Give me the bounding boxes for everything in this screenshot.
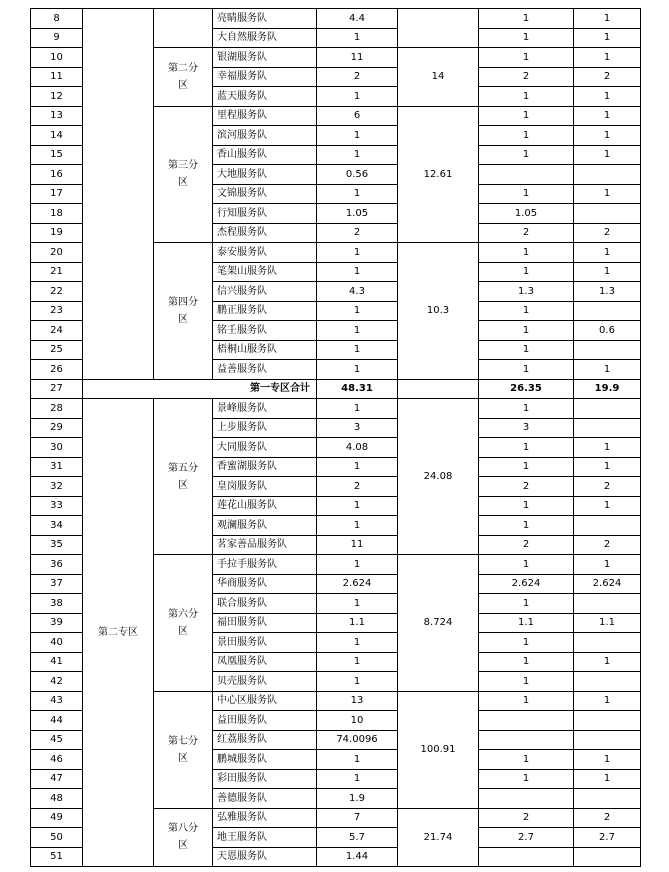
group-subtotal: 24.08 bbox=[398, 399, 479, 555]
col7-value: 1.05 bbox=[479, 204, 574, 224]
col7-value: 1 bbox=[479, 633, 574, 653]
col7-value: 1 bbox=[479, 126, 574, 146]
amount: 13 bbox=[317, 691, 398, 711]
amount: 1 bbox=[317, 750, 398, 770]
team-name: 大自然服务队 bbox=[213, 28, 317, 48]
amount: 1 bbox=[317, 652, 398, 672]
col8-value bbox=[574, 711, 641, 731]
row-number: 44 bbox=[31, 711, 83, 731]
group-subtotal: 100.91 bbox=[398, 691, 479, 808]
row-number: 47 bbox=[31, 769, 83, 789]
col8-value bbox=[574, 418, 641, 438]
team-name: 地王服务队 bbox=[213, 828, 317, 848]
col7-value: 1 bbox=[479, 399, 574, 419]
row-number: 41 bbox=[31, 652, 83, 672]
col7-value: 1 bbox=[479, 672, 574, 692]
amount: 1.05 bbox=[317, 204, 398, 224]
row-number: 37 bbox=[31, 574, 83, 594]
col8-value bbox=[574, 594, 641, 614]
group-label: 第五分区 bbox=[154, 399, 213, 555]
team-name: 大同服务队 bbox=[213, 438, 317, 458]
row-number: 23 bbox=[31, 301, 83, 321]
team-name: 景峰服务队 bbox=[213, 399, 317, 419]
col7-value: 1.3 bbox=[479, 282, 574, 302]
col8-value: 1 bbox=[574, 48, 641, 68]
col7-value: 1 bbox=[479, 438, 574, 458]
team-name: 福田服务队 bbox=[213, 613, 317, 633]
amount: 1.44 bbox=[317, 847, 398, 867]
col8-value bbox=[574, 340, 641, 360]
col8-value: 1.1 bbox=[574, 613, 641, 633]
col7-value: 1 bbox=[479, 28, 574, 48]
col8-value bbox=[574, 633, 641, 653]
col7-value: 1 bbox=[479, 769, 574, 789]
row-number: 12 bbox=[31, 87, 83, 107]
team-name: 大地服务队 bbox=[213, 165, 317, 185]
team-name: 上步服务队 bbox=[213, 418, 317, 438]
amount: 1 bbox=[317, 340, 398, 360]
col7-value: 1 bbox=[479, 340, 574, 360]
team-name: 华商服务队 bbox=[213, 574, 317, 594]
group-label: 第六分区 bbox=[154, 555, 213, 692]
row-number: 14 bbox=[31, 126, 83, 146]
amount: 1.9 bbox=[317, 789, 398, 809]
row-number: 36 bbox=[31, 555, 83, 575]
col8-value: 1 bbox=[574, 496, 641, 516]
col8-value: 1 bbox=[574, 9, 641, 29]
row-number: 28 bbox=[31, 399, 83, 419]
row-number: 31 bbox=[31, 457, 83, 477]
col8-value: 1 bbox=[574, 555, 641, 575]
col7-value: 1 bbox=[479, 496, 574, 516]
col7-value: 1 bbox=[479, 106, 574, 126]
team-name: 益田服务队 bbox=[213, 711, 317, 731]
col8-value: 2 bbox=[574, 67, 641, 87]
team-name: 手拉手服务队 bbox=[213, 555, 317, 575]
team-name: 鹏正服务队 bbox=[213, 301, 317, 321]
row-number: 16 bbox=[31, 165, 83, 185]
team-name: 亮睛服务队 bbox=[213, 9, 317, 29]
col7-value: 1 bbox=[479, 145, 574, 165]
col8-value bbox=[574, 847, 641, 867]
col8-value: 1 bbox=[574, 184, 641, 204]
col8-value: 1 bbox=[574, 438, 641, 458]
amount: 1 bbox=[317, 360, 398, 380]
amount: 1 bbox=[317, 126, 398, 146]
col8-value: 0.6 bbox=[574, 321, 641, 341]
amount: 2 bbox=[317, 223, 398, 243]
col8-value: 1 bbox=[574, 145, 641, 165]
row-number: 45 bbox=[31, 730, 83, 750]
row-number: 49 bbox=[31, 808, 83, 828]
team-name: 善德服务队 bbox=[213, 789, 317, 809]
col8-value: 2 bbox=[574, 535, 641, 555]
col7-value bbox=[479, 711, 574, 731]
amount: 1.1 bbox=[317, 613, 398, 633]
row-number: 50 bbox=[31, 828, 83, 848]
amount: 1 bbox=[317, 594, 398, 614]
row-number: 29 bbox=[31, 418, 83, 438]
amount: 11 bbox=[317, 535, 398, 555]
team-name: 观澜服务队 bbox=[213, 516, 317, 536]
amount: 1 bbox=[317, 321, 398, 341]
amount: 2 bbox=[317, 477, 398, 497]
col7-value: 1.1 bbox=[479, 613, 574, 633]
amount: 1 bbox=[317, 184, 398, 204]
zone-total-label: 第一专区合计 bbox=[83, 379, 317, 399]
col7-value: 1 bbox=[479, 594, 574, 614]
col8-value: 2.624 bbox=[574, 574, 641, 594]
amount: 4.3 bbox=[317, 282, 398, 302]
team-name: 铭壬服务队 bbox=[213, 321, 317, 341]
row-number: 34 bbox=[31, 516, 83, 536]
col8-value: 1 bbox=[574, 750, 641, 770]
col7-value: 1 bbox=[479, 48, 574, 68]
amount: 10 bbox=[317, 711, 398, 731]
col8-value bbox=[574, 301, 641, 321]
row-number: 9 bbox=[31, 28, 83, 48]
col8-value: 1 bbox=[574, 457, 641, 477]
col8-value bbox=[574, 789, 641, 809]
amount: 74.0096 bbox=[317, 730, 398, 750]
col8-value bbox=[574, 730, 641, 750]
group-subtotal bbox=[398, 9, 479, 48]
team-name: 笔架山服务队 bbox=[213, 262, 317, 282]
row-number: 38 bbox=[31, 594, 83, 614]
group-label: 第四分区 bbox=[154, 243, 213, 380]
col7-value bbox=[479, 789, 574, 809]
col8-value bbox=[574, 204, 641, 224]
col7-value: 2 bbox=[479, 808, 574, 828]
row-number: 48 bbox=[31, 789, 83, 809]
col8-value: 1 bbox=[574, 262, 641, 282]
table-row bbox=[31, 399, 641, 419]
col7-value: 1 bbox=[479, 516, 574, 536]
col8-value: 1 bbox=[574, 360, 641, 380]
col8-value: 2 bbox=[574, 808, 641, 828]
empty-cell bbox=[398, 379, 479, 399]
row-number: 18 bbox=[31, 204, 83, 224]
row-number: 27 bbox=[31, 379, 83, 399]
amount: 1 bbox=[317, 87, 398, 107]
team-name: 红荔服务队 bbox=[213, 730, 317, 750]
group-label: 第二分区 bbox=[154, 48, 213, 107]
team-name: 联合服务队 bbox=[213, 594, 317, 614]
donation-table bbox=[30, 8, 641, 867]
team-name: 皇岗服务队 bbox=[213, 477, 317, 497]
col8-value: 1 bbox=[574, 652, 641, 672]
team-name: 文锦服务队 bbox=[213, 184, 317, 204]
team-name: 里程服务队 bbox=[213, 106, 317, 126]
zone-total-col7: 26.35 bbox=[479, 379, 574, 399]
amount: 2.624 bbox=[317, 574, 398, 594]
amount: 2 bbox=[317, 67, 398, 87]
table-row bbox=[31, 9, 641, 29]
team-name: 天恩服务队 bbox=[213, 847, 317, 867]
col8-value: 2 bbox=[574, 477, 641, 497]
col7-value: 2.7 bbox=[479, 828, 574, 848]
col7-value: 1 bbox=[479, 750, 574, 770]
amount: 11 bbox=[317, 48, 398, 68]
zone-total-amount: 48.31 bbox=[317, 379, 398, 399]
col7-value: 3 bbox=[479, 418, 574, 438]
team-name: 幸福服务队 bbox=[213, 67, 317, 87]
row-number: 40 bbox=[31, 633, 83, 653]
col7-value: 2 bbox=[479, 223, 574, 243]
zone-total-col8: 19.9 bbox=[574, 379, 641, 399]
amount: 1 bbox=[317, 145, 398, 165]
col8-value bbox=[574, 165, 641, 185]
team-name: 杰程服务队 bbox=[213, 223, 317, 243]
col7-value bbox=[479, 730, 574, 750]
group-subtotal: 12.61 bbox=[398, 106, 479, 243]
team-name: 信兴服务队 bbox=[213, 282, 317, 302]
team-name: 行知服务队 bbox=[213, 204, 317, 224]
amount: 1 bbox=[317, 457, 398, 477]
row-number: 30 bbox=[31, 438, 83, 458]
row-number: 8 bbox=[31, 9, 83, 29]
amount: 1 bbox=[317, 769, 398, 789]
team-name: 莲花山服务队 bbox=[213, 496, 317, 516]
row-number: 24 bbox=[31, 321, 83, 341]
amount: 4.08 bbox=[317, 438, 398, 458]
row-number: 46 bbox=[31, 750, 83, 770]
col7-value: 2 bbox=[479, 67, 574, 87]
row-number: 21 bbox=[31, 262, 83, 282]
zone-cell bbox=[83, 9, 154, 380]
group-cell bbox=[154, 9, 213, 48]
amount: 4.4 bbox=[317, 9, 398, 29]
col7-value bbox=[479, 847, 574, 867]
row-number: 51 bbox=[31, 847, 83, 867]
amount: 1 bbox=[317, 399, 398, 419]
row-number: 35 bbox=[31, 535, 83, 555]
row-number: 33 bbox=[31, 496, 83, 516]
row-number: 43 bbox=[31, 691, 83, 711]
row-number: 32 bbox=[31, 477, 83, 497]
team-name: 弘雅服务队 bbox=[213, 808, 317, 828]
team-name: 蓝天服务队 bbox=[213, 87, 317, 107]
zone-total-row bbox=[31, 379, 641, 399]
col7-value: 1 bbox=[479, 555, 574, 575]
col7-value: 1 bbox=[479, 301, 574, 321]
group-subtotal: 21.74 bbox=[398, 808, 479, 867]
col8-value: 1 bbox=[574, 769, 641, 789]
amount: 1 bbox=[317, 633, 398, 653]
col7-value: 2 bbox=[479, 477, 574, 497]
row-number: 20 bbox=[31, 243, 83, 263]
team-name: 银湖服务队 bbox=[213, 48, 317, 68]
team-name: 滨河服务队 bbox=[213, 126, 317, 146]
amount: 6 bbox=[317, 106, 398, 126]
group-label: 第七分区 bbox=[154, 691, 213, 808]
col8-value: 1 bbox=[574, 691, 641, 711]
team-name: 梧桐山服务队 bbox=[213, 340, 317, 360]
amount: 1 bbox=[317, 672, 398, 692]
col8-value bbox=[574, 399, 641, 419]
team-name: 泰安服务队 bbox=[213, 243, 317, 263]
amount: 1 bbox=[317, 496, 398, 516]
group-subtotal: 14 bbox=[398, 48, 479, 107]
amount: 1 bbox=[317, 243, 398, 263]
row-number: 39 bbox=[31, 613, 83, 633]
col8-value: 1 bbox=[574, 106, 641, 126]
team-name: 益善服务队 bbox=[213, 360, 317, 380]
group-label: 第八分区 bbox=[154, 808, 213, 867]
col7-value: 1 bbox=[479, 243, 574, 263]
row-number: 26 bbox=[31, 360, 83, 380]
col7-value: 1 bbox=[479, 360, 574, 380]
col8-value: 2.7 bbox=[574, 828, 641, 848]
col7-value: 1 bbox=[479, 652, 574, 672]
group-subtotal: 10.3 bbox=[398, 243, 479, 380]
amount: 5.7 bbox=[317, 828, 398, 848]
amount: 1 bbox=[317, 28, 398, 48]
col8-value: 1.3 bbox=[574, 282, 641, 302]
team-name: 香蜜湖服务队 bbox=[213, 457, 317, 477]
col7-value: 1 bbox=[479, 691, 574, 711]
col7-value: 1 bbox=[479, 87, 574, 107]
group-subtotal: 8.724 bbox=[398, 555, 479, 692]
col7-value: 1 bbox=[479, 184, 574, 204]
row-number: 17 bbox=[31, 184, 83, 204]
team-name: 中心区服务队 bbox=[213, 691, 317, 711]
col7-value bbox=[479, 165, 574, 185]
col8-value: 1 bbox=[574, 28, 641, 48]
col7-value: 1 bbox=[479, 9, 574, 29]
amount: 7 bbox=[317, 808, 398, 828]
col8-value: 1 bbox=[574, 126, 641, 146]
row-number: 22 bbox=[31, 282, 83, 302]
col7-value: 2.624 bbox=[479, 574, 574, 594]
row-number: 19 bbox=[31, 223, 83, 243]
team-name: 香山服务队 bbox=[213, 145, 317, 165]
col8-value: 1 bbox=[574, 243, 641, 263]
col8-value bbox=[574, 516, 641, 536]
col7-value: 1 bbox=[479, 262, 574, 282]
row-number: 11 bbox=[31, 67, 83, 87]
amount: 1 bbox=[317, 555, 398, 575]
amount: 3 bbox=[317, 418, 398, 438]
team-name: 茗家善品服务队 bbox=[213, 535, 317, 555]
col8-value: 2 bbox=[574, 223, 641, 243]
team-name: 凤凰服务队 bbox=[213, 652, 317, 672]
col7-value: 2 bbox=[479, 535, 574, 555]
row-number: 25 bbox=[31, 340, 83, 360]
row-number: 13 bbox=[31, 106, 83, 126]
amount: 1 bbox=[317, 301, 398, 321]
col7-value: 1 bbox=[479, 457, 574, 477]
col8-value bbox=[574, 672, 641, 692]
amount: 1 bbox=[317, 516, 398, 536]
team-name: 鹏城服务队 bbox=[213, 750, 317, 770]
team-name: 贝壳服务队 bbox=[213, 672, 317, 692]
col8-value: 1 bbox=[574, 87, 641, 107]
row-number: 15 bbox=[31, 145, 83, 165]
zone-label: 第二专区 bbox=[83, 399, 154, 867]
col7-value: 1 bbox=[479, 321, 574, 341]
row-number: 10 bbox=[31, 48, 83, 68]
row-number: 42 bbox=[31, 672, 83, 692]
amount: 1 bbox=[317, 262, 398, 282]
team-name: 彩田服务队 bbox=[213, 769, 317, 789]
amount: 0.56 bbox=[317, 165, 398, 185]
team-name: 景田服务队 bbox=[213, 633, 317, 653]
group-label: 第三分区 bbox=[154, 106, 213, 243]
